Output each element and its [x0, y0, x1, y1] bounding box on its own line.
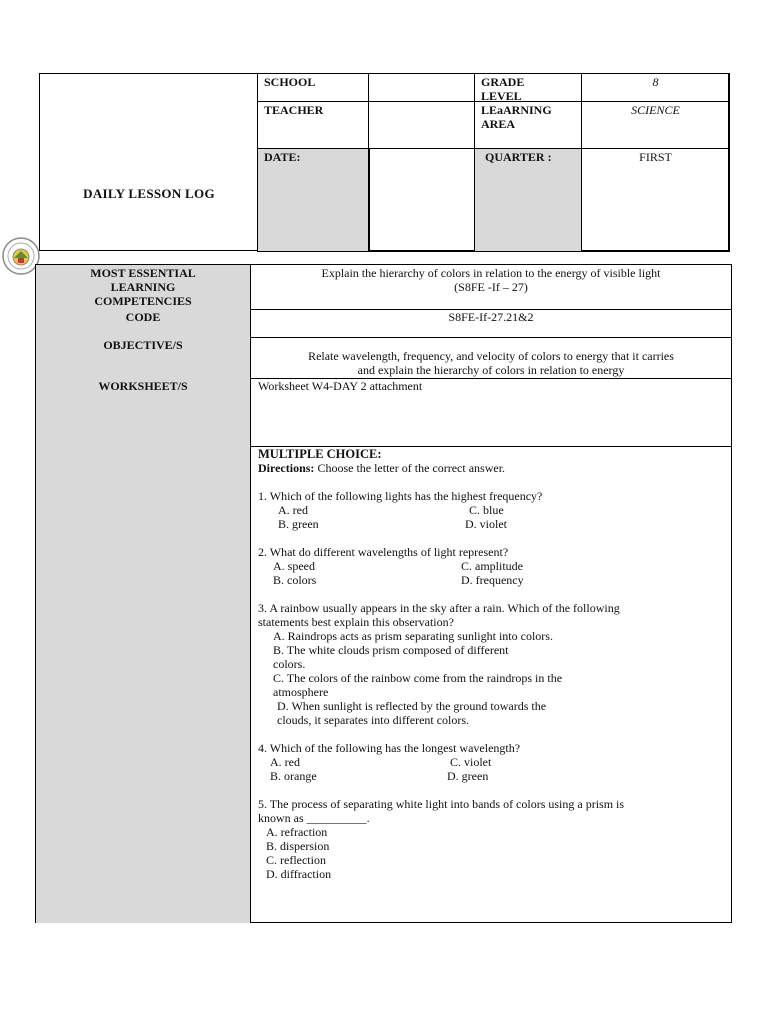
date-label: DATE:	[264, 150, 301, 164]
quarter-label: QUARTER :	[485, 150, 552, 164]
quarter-value: FIRST	[639, 150, 672, 164]
grade-value-cell[interactable]	[581, 73, 730, 102]
quiz-content	[251, 446, 731, 923]
quiz-heading: MULTIPLE CHOICE:	[258, 447, 382, 461]
header-table	[39, 73, 729, 251]
school-label-cell	[257, 73, 369, 102]
area-label-cell	[474, 101, 582, 149]
date-value-cell[interactable]	[368, 148, 475, 252]
q2-option-a[interactable]: A. speed	[273, 559, 315, 573]
q4-option-d[interactable]: D. green	[447, 769, 489, 783]
lesson-table	[35, 264, 732, 923]
teacher-value	[369, 102, 474, 103]
q1-option-b[interactable]: B. green	[278, 517, 319, 531]
code-value: S8FE-If-27.21&2	[448, 310, 534, 324]
document-title: DAILY LESSON LOG	[83, 186, 215, 201]
quiz-row	[36, 446, 731, 923]
q1-option-a[interactable]: A. red	[278, 503, 308, 517]
q3-option-d-cont: clouds, it separates into different colors.	[277, 713, 470, 727]
question-3-line-1: 3. A rainbow usually appears in the sky after a rain. Which of the following	[258, 601, 620, 615]
q5-option-d[interactable]: D. diffraction	[266, 867, 332, 881]
question-5-line-2: known as __________.	[258, 811, 370, 825]
objective-label: OBJECTIVE/S	[36, 337, 251, 378]
q4-option-b[interactable]: B. orange	[270, 769, 317, 783]
worksheet-value: Worksheet W4-DAY 2 attachment	[258, 379, 423, 393]
melc-value: Explain the hierarchy of colors in relation to the energy of visible light (S8FE -If – 27)	[321, 266, 661, 294]
teacher-label-cell	[257, 101, 369, 149]
date-label-cell	[257, 148, 369, 252]
question-1: 1. Which of the following lights has the highest frequency?	[258, 489, 543, 503]
grade-value: 8	[652, 75, 659, 89]
q2-option-c[interactable]: C. amplitude	[461, 559, 523, 573]
q3-option-b[interactable]: B. The white clouds prism composed of different	[273, 643, 509, 657]
question-2: 2. What do different wavelengths of light represent?	[258, 545, 509, 559]
question-4: 4. Which of the following has the longest wavelength?	[258, 741, 521, 755]
q3-option-a[interactable]: A. Raindrops acts as prism separating sunlight into colors.	[273, 629, 553, 643]
question-5-line-1: 5. The process of separating white light into bands of colors using a prism is	[258, 797, 625, 811]
q2-option-d[interactable]: D. frequency	[461, 573, 524, 587]
q5-option-b[interactable]: B. dispersion	[266, 839, 330, 853]
date-value	[370, 149, 474, 150]
area-value-cell[interactable]	[581, 101, 730, 149]
melc-row	[36, 265, 731, 310]
quarter-label-cell	[474, 148, 582, 252]
quiz-label-cell	[36, 446, 251, 923]
quarter-value-cell[interactable]	[581, 148, 730, 252]
q3-option-b-cont: colors.	[273, 657, 306, 671]
teacher-value-cell[interactable]	[368, 101, 475, 149]
q3-option-c-cont: atmosphere	[273, 685, 329, 699]
q3-option-c[interactable]: C. The colors of the rainbow come from the raindrops in the	[273, 671, 563, 685]
q3-option-d[interactable]: D. When sunlight is reflected by the ground towards the	[277, 699, 547, 713]
code-label: CODE	[36, 309, 251, 337]
objective-value: Relate wavelength, frequency, and velocity of colors to energy that it carries and explain the hierarchy of colors in relation to energy	[308, 349, 674, 377]
objective-row	[36, 337, 731, 379]
school-value	[369, 74, 474, 75]
grade-label-cell	[474, 73, 582, 102]
worksheet-label: WORKSHEET/S	[36, 378, 251, 446]
q4-option-a[interactable]: A. red	[270, 755, 300, 769]
q5-option-c[interactable]: C. reflection	[266, 853, 326, 867]
quiz-directions: Directions: Choose the letter of the correct answer.	[258, 461, 506, 475]
area-value: SCIENCE	[631, 103, 680, 117]
q5-option-a[interactable]: A. refraction	[266, 825, 328, 839]
code-row	[36, 309, 731, 338]
area-label: LEaARNING AREA	[481, 103, 552, 131]
worksheet-row	[36, 378, 731, 447]
school-value-cell[interactable]	[368, 73, 475, 102]
grade-label: GRADE LEVEL	[481, 75, 525, 103]
school-label: SCHOOL	[264, 75, 316, 89]
q1-option-c[interactable]: C. blue	[469, 503, 504, 517]
q2-option-b[interactable]: B. colors	[273, 573, 317, 587]
question-3-line-2: statements best explain this observation?	[258, 615, 454, 629]
teacher-label: TEACHER	[264, 103, 324, 117]
q1-option-d[interactable]: D. violet	[465, 517, 507, 531]
melc-label: MOST ESSENTIAL LEARNING COMPETENCIES	[36, 265, 251, 309]
q4-option-c[interactable]: C. violet	[450, 755, 492, 769]
